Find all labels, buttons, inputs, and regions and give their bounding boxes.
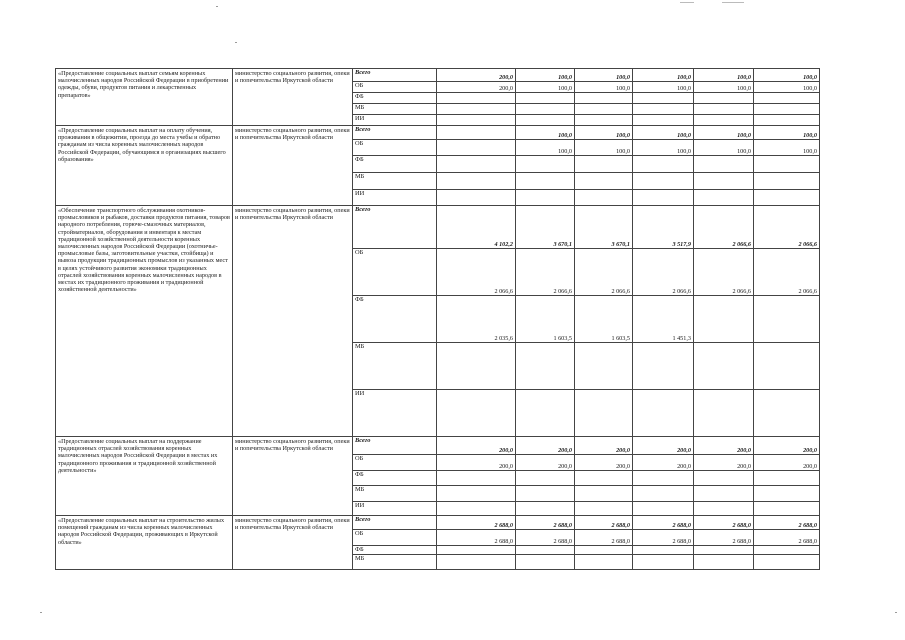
amount-cell (754, 93, 820, 104)
amount-cell (633, 471, 694, 486)
amount-cell: 100,0 (754, 140, 820, 156)
amount-cell (437, 115, 516, 126)
responsible-executor: министерство социального развития, опеки и попечительства Иркутской области (233, 206, 353, 437)
funding-source: ОБ (353, 249, 437, 296)
scan-mark (680, 2, 694, 3)
amount-cell (694, 502, 754, 516)
funding-source: МБ (353, 555, 437, 570)
amount-cell: 100,0 (575, 82, 633, 93)
funding-source: ИИ (353, 502, 437, 516)
amount-cell (633, 502, 694, 516)
amount-cell (575, 471, 633, 486)
amount-cell (516, 104, 575, 115)
amount-cell (754, 104, 820, 115)
amount-cell (437, 173, 516, 190)
amount-cell (633, 546, 694, 555)
amount-cell: 2 688,0 (575, 530, 633, 546)
funding-source: ОБ (353, 530, 437, 546)
amount-cell: 100,0 (694, 69, 754, 82)
scan-speck (40, 612, 42, 613)
amount-cell: 1 451,3 (633, 296, 694, 343)
amount-cell: 100,0 (575, 126, 633, 140)
amount-cell (516, 546, 575, 555)
amount-cell (575, 486, 633, 502)
funding-source: ИИ (353, 190, 437, 206)
amount-cell (694, 546, 754, 555)
amount-cell: 1 603,5 (516, 296, 575, 343)
amount-cell: 200,0 (633, 437, 694, 455)
amount-cell (437, 104, 516, 115)
scan-mark (722, 2, 744, 3)
amount-cell: 2 688,0 (516, 530, 575, 546)
amount-cell (437, 126, 516, 140)
amount-cell: 2 688,0 (437, 516, 516, 530)
measure-description: «Предоставление социальных выплат на строительство жилых помещений гражданам из числа коренных малочисленных народов Российской Федерации, проживающих в Иркутской области» (56, 516, 233, 570)
amount-cell (754, 156, 820, 173)
amount-cell: 2 066,6 (754, 249, 820, 296)
amount-cell (754, 390, 820, 437)
amount-cell (437, 343, 516, 390)
amount-cell (633, 115, 694, 126)
amount-cell: 100,0 (694, 82, 754, 93)
amount-cell: 200,0 (516, 437, 575, 455)
amount-cell: 2 688,0 (754, 516, 820, 530)
amount-cell (694, 555, 754, 570)
funding-source: Всего (353, 206, 437, 249)
table-body (56, 69, 820, 570)
amount-cell (516, 343, 575, 390)
amount-cell: 200,0 (437, 69, 516, 82)
amount-cell (516, 190, 575, 206)
amount-cell (437, 93, 516, 104)
amount-cell: 200,0 (575, 455, 633, 471)
amount-cell (575, 390, 633, 437)
amount-cell: 2 688,0 (694, 516, 754, 530)
amount-cell (694, 471, 754, 486)
amount-cell (754, 486, 820, 502)
amount-cell (754, 546, 820, 555)
amount-cell: 3 670,1 (516, 206, 575, 249)
amount-cell (575, 173, 633, 190)
measure-description: «Предоставление социальных выплат на поддержание традиционных отраслей хозяйствования коренных малочисленных народов Российской Федерации в местах их традиционного проживания и традиционной хозяйственной деятельности» (56, 437, 233, 516)
amount-cell: 200,0 (754, 437, 820, 455)
amount-cell: 2 688,0 (694, 530, 754, 546)
funding-source: ОБ (353, 455, 437, 471)
amount-cell: 2 688,0 (633, 516, 694, 530)
amount-cell (754, 471, 820, 486)
amount-cell (575, 190, 633, 206)
table-row (56, 126, 820, 140)
amount-cell: 2 066,6 (437, 249, 516, 296)
amount-cell (694, 486, 754, 502)
amount-cell: 100,0 (754, 82, 820, 93)
funding-source: Всего (353, 126, 437, 140)
amount-cell: 2 688,0 (575, 516, 633, 530)
funding-source: ФБ (353, 471, 437, 486)
amount-cell: 100,0 (516, 126, 575, 140)
amount-cell: 2 066,6 (516, 249, 575, 296)
amount-cell (754, 190, 820, 206)
amount-cell: 200,0 (633, 455, 694, 471)
amount-cell (694, 390, 754, 437)
amount-cell: 2 066,6 (694, 206, 754, 249)
amount-cell (754, 502, 820, 516)
amount-cell: 100,0 (633, 140, 694, 156)
responsible-executor: министерство социального развития, опеки и попечительства Иркутской области (233, 69, 353, 126)
amount-cell (633, 156, 694, 173)
amount-cell: 2 688,0 (516, 516, 575, 530)
amount-cell (516, 471, 575, 486)
scan-speck (216, 6, 218, 7)
amount-cell (633, 390, 694, 437)
funding-source: ИИ (353, 115, 437, 126)
amount-cell: 100,0 (754, 126, 820, 140)
amount-cell: 100,0 (754, 69, 820, 82)
amount-cell: 200,0 (516, 455, 575, 471)
amount-cell (437, 546, 516, 555)
amount-cell: 100,0 (633, 126, 694, 140)
amount-cell (754, 115, 820, 126)
amount-cell (694, 343, 754, 390)
amount-cell (754, 296, 820, 343)
amount-cell (437, 140, 516, 156)
amount-cell (694, 93, 754, 104)
amount-cell: 2 066,6 (633, 249, 694, 296)
funding-source: МБ (353, 173, 437, 190)
funding-source: ИИ (353, 390, 437, 437)
funding-source: ОБ (353, 140, 437, 156)
amount-cell: 3 517,9 (633, 206, 694, 249)
amount-cell: 200,0 (437, 82, 516, 93)
scan-speck (895, 612, 897, 613)
amount-cell (575, 93, 633, 104)
amount-cell (437, 390, 516, 437)
funding-source: ФБ (353, 546, 437, 555)
scan-speck (235, 42, 237, 43)
amount-cell (575, 104, 633, 115)
amount-cell (516, 173, 575, 190)
amount-cell (516, 486, 575, 502)
amount-cell: 100,0 (694, 126, 754, 140)
amount-cell (633, 173, 694, 190)
responsible-executor: министерство социального развития, опеки и попечительства Иркутской области (233, 126, 353, 206)
amount-cell: 3 670,1 (575, 206, 633, 249)
amount-cell (516, 93, 575, 104)
amount-cell (516, 502, 575, 516)
amount-cell (754, 173, 820, 190)
amount-cell: 200,0 (437, 437, 516, 455)
amount-cell: 100,0 (516, 140, 575, 156)
measure-description: «Предоставление социальных выплат на оплату обучения, проживания в общежитии, проезда до места учебы и обратно гражданам из числа коренных малочисленных народов Российской Федерации, обучающимся в организациях высшего образования» (56, 126, 233, 206)
budget-table (55, 68, 820, 570)
amount-cell (575, 546, 633, 555)
amount-cell (516, 555, 575, 570)
amount-cell (575, 343, 633, 390)
amount-cell: 100,0 (694, 140, 754, 156)
amount-cell: 200,0 (694, 455, 754, 471)
funding-source: Всего (353, 69, 437, 82)
funding-source: ФБ (353, 296, 437, 343)
measure-description: «Предоставление социальных выплат семьям коренных малочисленных народов Российской Федерации в приобретении одежды, обуви, продуктов питания и лекарственных препаратов» (56, 69, 233, 126)
funding-source: ОБ (353, 82, 437, 93)
funding-source: ФБ (353, 156, 437, 173)
amount-cell (516, 115, 575, 126)
amount-cell: 2 688,0 (437, 530, 516, 546)
amount-cell: 100,0 (516, 82, 575, 93)
amount-cell (437, 502, 516, 516)
responsible-executor: министерство социального развития, опеки и попечительства Иркутской области (233, 516, 353, 570)
amount-cell (694, 115, 754, 126)
amount-cell: 4 102,2 (437, 206, 516, 249)
amount-cell (437, 555, 516, 570)
amount-cell: 2 066,6 (754, 206, 820, 249)
table-row (56, 69, 820, 82)
amount-cell (575, 156, 633, 173)
amount-cell: 200,0 (754, 455, 820, 471)
amount-cell (694, 173, 754, 190)
amount-cell (437, 471, 516, 486)
amount-cell (694, 296, 754, 343)
table-row (56, 437, 820, 455)
amount-cell: 200,0 (575, 437, 633, 455)
measure-description: «Обеспечение транспортного обслуживания охотников-промысловиков и рыбаков, доставки продуктов питания, товаров народного потребления, горюче-смазочных материалов, стройматериалов, оборудования и инвентаря к местам традиционной хозяйственной деятельности коренных малочисленных народов Российской Федерации (охотничье-промысловые базы, заготовительные участки, стойбища) и вывоза продукции традиционных промыслов из указанных мест в целях устойчивого развития экономики традиционных отраслей хозяйствования коренных малочисленных народов в местах их традиционного проживания и традиционной хозяйственной деятельности» (56, 206, 233, 437)
amount-cell (575, 115, 633, 126)
funding-source: МБ (353, 486, 437, 502)
amount-cell (516, 156, 575, 173)
funding-source: МБ (353, 343, 437, 390)
responsible-executor: министерство социального развития, опеки и попечительства Иркутской области (233, 437, 353, 516)
amount-cell (633, 190, 694, 206)
funding-source: ФБ (353, 93, 437, 104)
amount-cell: 200,0 (437, 455, 516, 471)
amount-cell (633, 93, 694, 104)
amount-cell (633, 555, 694, 570)
amount-cell (694, 104, 754, 115)
amount-cell: 1 603,5 (575, 296, 633, 343)
amount-cell: 2 066,6 (575, 249, 633, 296)
amount-cell (437, 486, 516, 502)
amount-cell: 100,0 (516, 69, 575, 82)
amount-cell (516, 390, 575, 437)
funding-source: Всего (353, 516, 437, 530)
funding-source: МБ (353, 104, 437, 115)
amount-cell: 2 688,0 (754, 530, 820, 546)
amount-cell (575, 555, 633, 570)
amount-cell (754, 343, 820, 390)
amount-cell: 2 688,0 (633, 530, 694, 546)
amount-cell (633, 104, 694, 115)
amount-cell: 200,0 (694, 437, 754, 455)
amount-cell: 100,0 (633, 69, 694, 82)
amount-cell: 100,0 (575, 69, 633, 82)
amount-cell: 100,0 (575, 140, 633, 156)
table-row (56, 516, 820, 530)
amount-cell (437, 190, 516, 206)
table-row (56, 206, 820, 249)
amount-cell (694, 156, 754, 173)
amount-cell (633, 343, 694, 390)
amount-cell (437, 156, 516, 173)
amount-cell (633, 486, 694, 502)
amount-cell: 2 035,6 (437, 296, 516, 343)
amount-cell: 2 066,6 (694, 249, 754, 296)
amount-cell (754, 555, 820, 570)
funding-source: Всего (353, 437, 437, 455)
amount-cell (575, 502, 633, 516)
amount-cell: 100,0 (633, 82, 694, 93)
amount-cell (694, 190, 754, 206)
